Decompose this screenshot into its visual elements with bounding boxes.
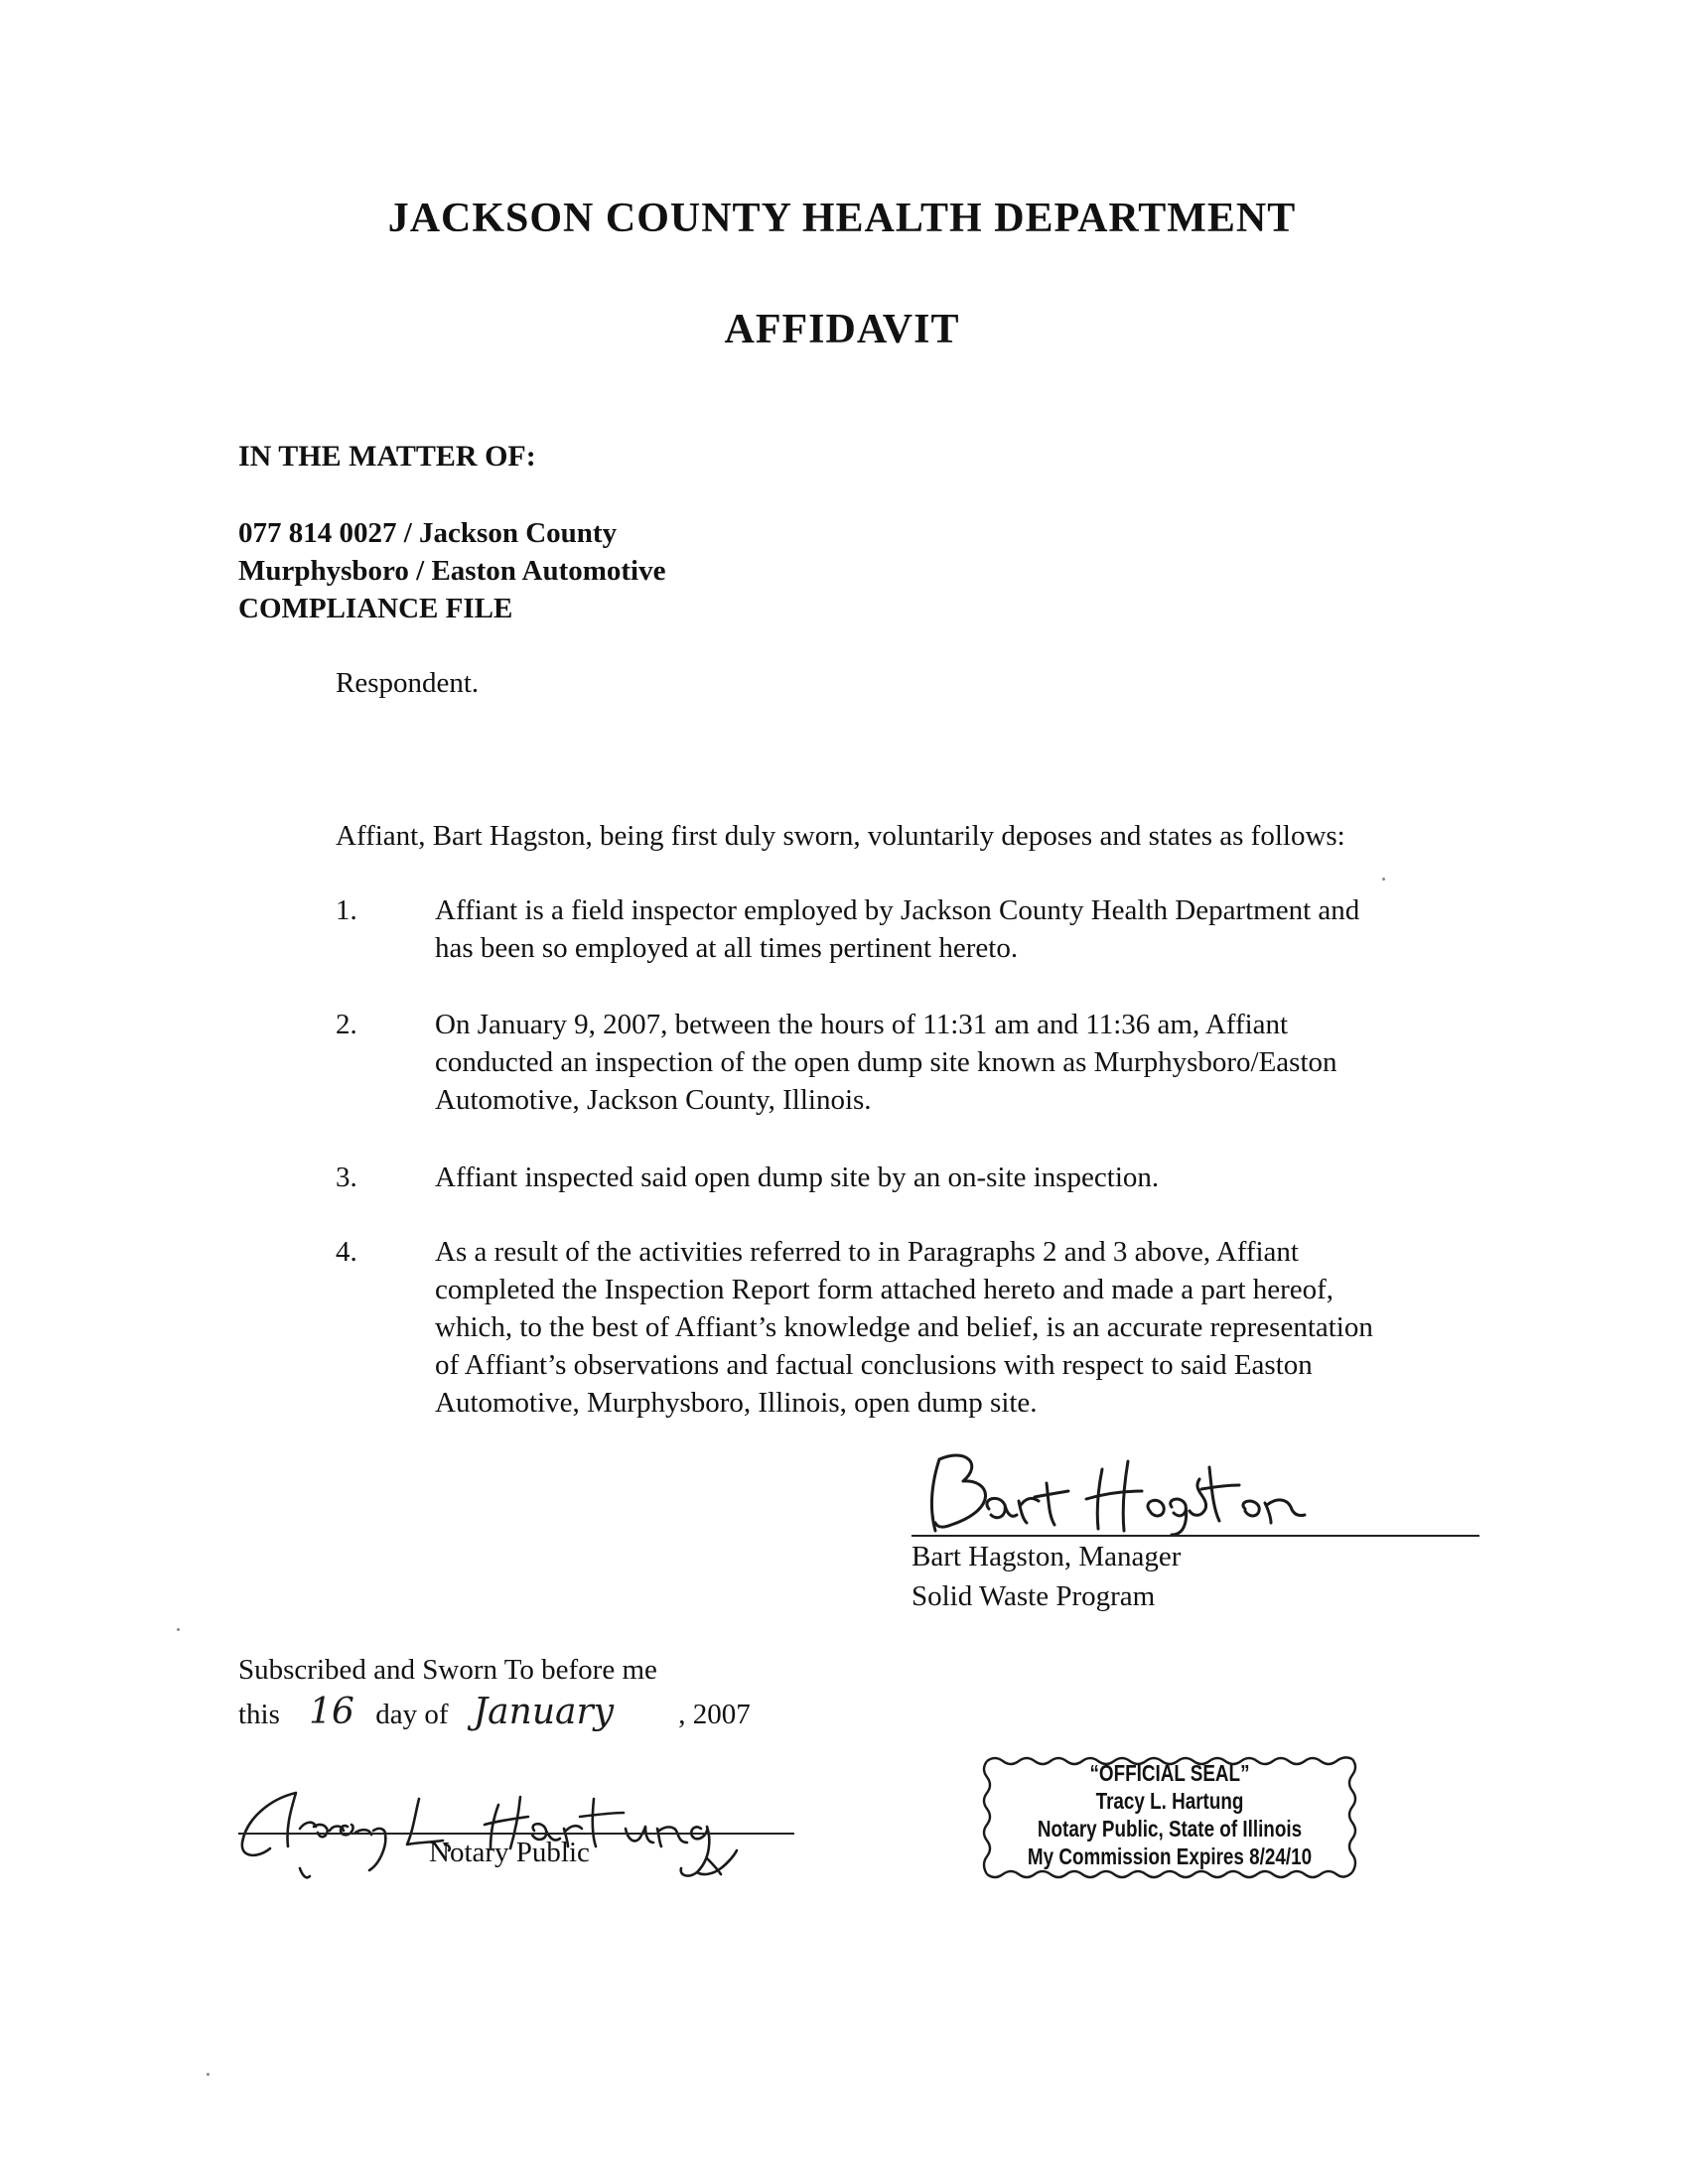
jurat-year: , 2007 bbox=[678, 1699, 751, 1730]
paragraph-text bbox=[435, 1233, 1448, 1422]
paragraph-line: completed the Inspection Report form attached hereto and made a part hereof, bbox=[435, 1274, 1334, 1305]
matter-heading: IN THE MATTER OF: bbox=[238, 440, 536, 473]
matter-line: 077 814 0027 / Jackson County bbox=[238, 517, 618, 549]
paragraph-line: Automotive, Murphysboro, Illinois, open dump site. bbox=[435, 1387, 1038, 1419]
signer-program: Solid Waste Program bbox=[912, 1580, 1156, 1612]
jurat-day: 16 bbox=[309, 1692, 354, 1732]
seal-line: My Commission Expires 8/24/10 bbox=[1027, 1843, 1313, 1869]
paragraph-text bbox=[435, 1006, 1448, 1119]
seal-line: “OFFICIAL SEAL” bbox=[1089, 1760, 1250, 1786]
paragraph-text bbox=[435, 891, 1448, 967]
signer-name-title: Bart Hagston, Manager bbox=[912, 1541, 1182, 1572]
official-seal-text bbox=[1015, 1759, 1325, 1870]
jurat-day-of: day of bbox=[375, 1699, 449, 1730]
matter-line: Murphysboro / Easton Automotive bbox=[238, 555, 666, 587]
paragraph-2 bbox=[336, 1006, 1448, 1119]
document-title: JACKSON COUNTY HEALTH DEPARTMENT bbox=[387, 196, 1297, 241]
paragraph-line: has been so employed at all times pertinent hereto. bbox=[435, 932, 1019, 964]
paragraph-3 bbox=[336, 1159, 1448, 1196]
matter-block bbox=[238, 514, 665, 627]
respondent-label: Respondent. bbox=[336, 667, 480, 699]
jurat-month: January bbox=[473, 1692, 615, 1732]
paragraph-number: 4. bbox=[336, 1236, 357, 1268]
paragraph-line: On January 9, 2007, between the hours of 11:31 am and 11:36 am, Affiant bbox=[435, 1009, 1289, 1040]
paragraph-line: which, to the best of Affiant’s knowledge and belief, is an accurate representation bbox=[435, 1311, 1373, 1343]
scan-speck bbox=[1382, 878, 1385, 881]
paragraph-line: Affiant inspected said open dump site by an on-site inspection. bbox=[435, 1161, 1160, 1193]
paragraph-line: conducted an inspection of the open dump site known as Murphysboro/Easton bbox=[435, 1046, 1337, 1078]
seal-line: Tracy L. Hartung bbox=[1095, 1788, 1244, 1814]
scan-speck bbox=[207, 2073, 210, 2076]
notary-signature bbox=[230, 1769, 806, 1888]
paragraph-line: Automotive, Jackson County, Illinois. bbox=[435, 1084, 872, 1116]
paragraph-line: of Affiant’s observations and factual conclusions with respect to said Easton bbox=[435, 1349, 1313, 1381]
paragraph-line: As a result of the activities referred to in Paragraphs 2 and 3 above, Affiant bbox=[435, 1236, 1299, 1268]
intro-statement: Affiant, Bart Hagston, being first duly sworn, voluntarily deposes and states as follows: bbox=[336, 820, 1345, 852]
paragraph-text bbox=[435, 1159, 1448, 1196]
matter-line: COMPLIANCE FILE bbox=[238, 593, 513, 624]
paragraph-1 bbox=[336, 891, 1448, 967]
paragraph-number: 2. bbox=[336, 1009, 357, 1040]
seal-line: Notary Public, State of Illinois bbox=[1037, 1816, 1303, 1842]
notary-public-label: Notary Public bbox=[429, 1837, 590, 1868]
jurat-this: this bbox=[238, 1699, 280, 1730]
notary-jurat-line2 bbox=[238, 1692, 751, 1732]
notary-signature-line bbox=[238, 1833, 794, 1835]
paragraph-4 bbox=[336, 1233, 1448, 1422]
document-subtitle: AFFIDAVIT bbox=[724, 307, 960, 352]
paragraph-number: 3. bbox=[336, 1161, 357, 1193]
notary-jurat-line1: Subscribed and Sworn To before me bbox=[238, 1654, 657, 1686]
affiant-signature bbox=[912, 1439, 1479, 1535]
paragraph-line: Affiant is a field inspector employed by Jackson County Health Department and bbox=[435, 894, 1360, 926]
paragraph-number: 1. bbox=[336, 894, 357, 926]
affiant-signature-block bbox=[912, 1537, 1181, 1616]
scan-speck bbox=[177, 1628, 180, 1631]
